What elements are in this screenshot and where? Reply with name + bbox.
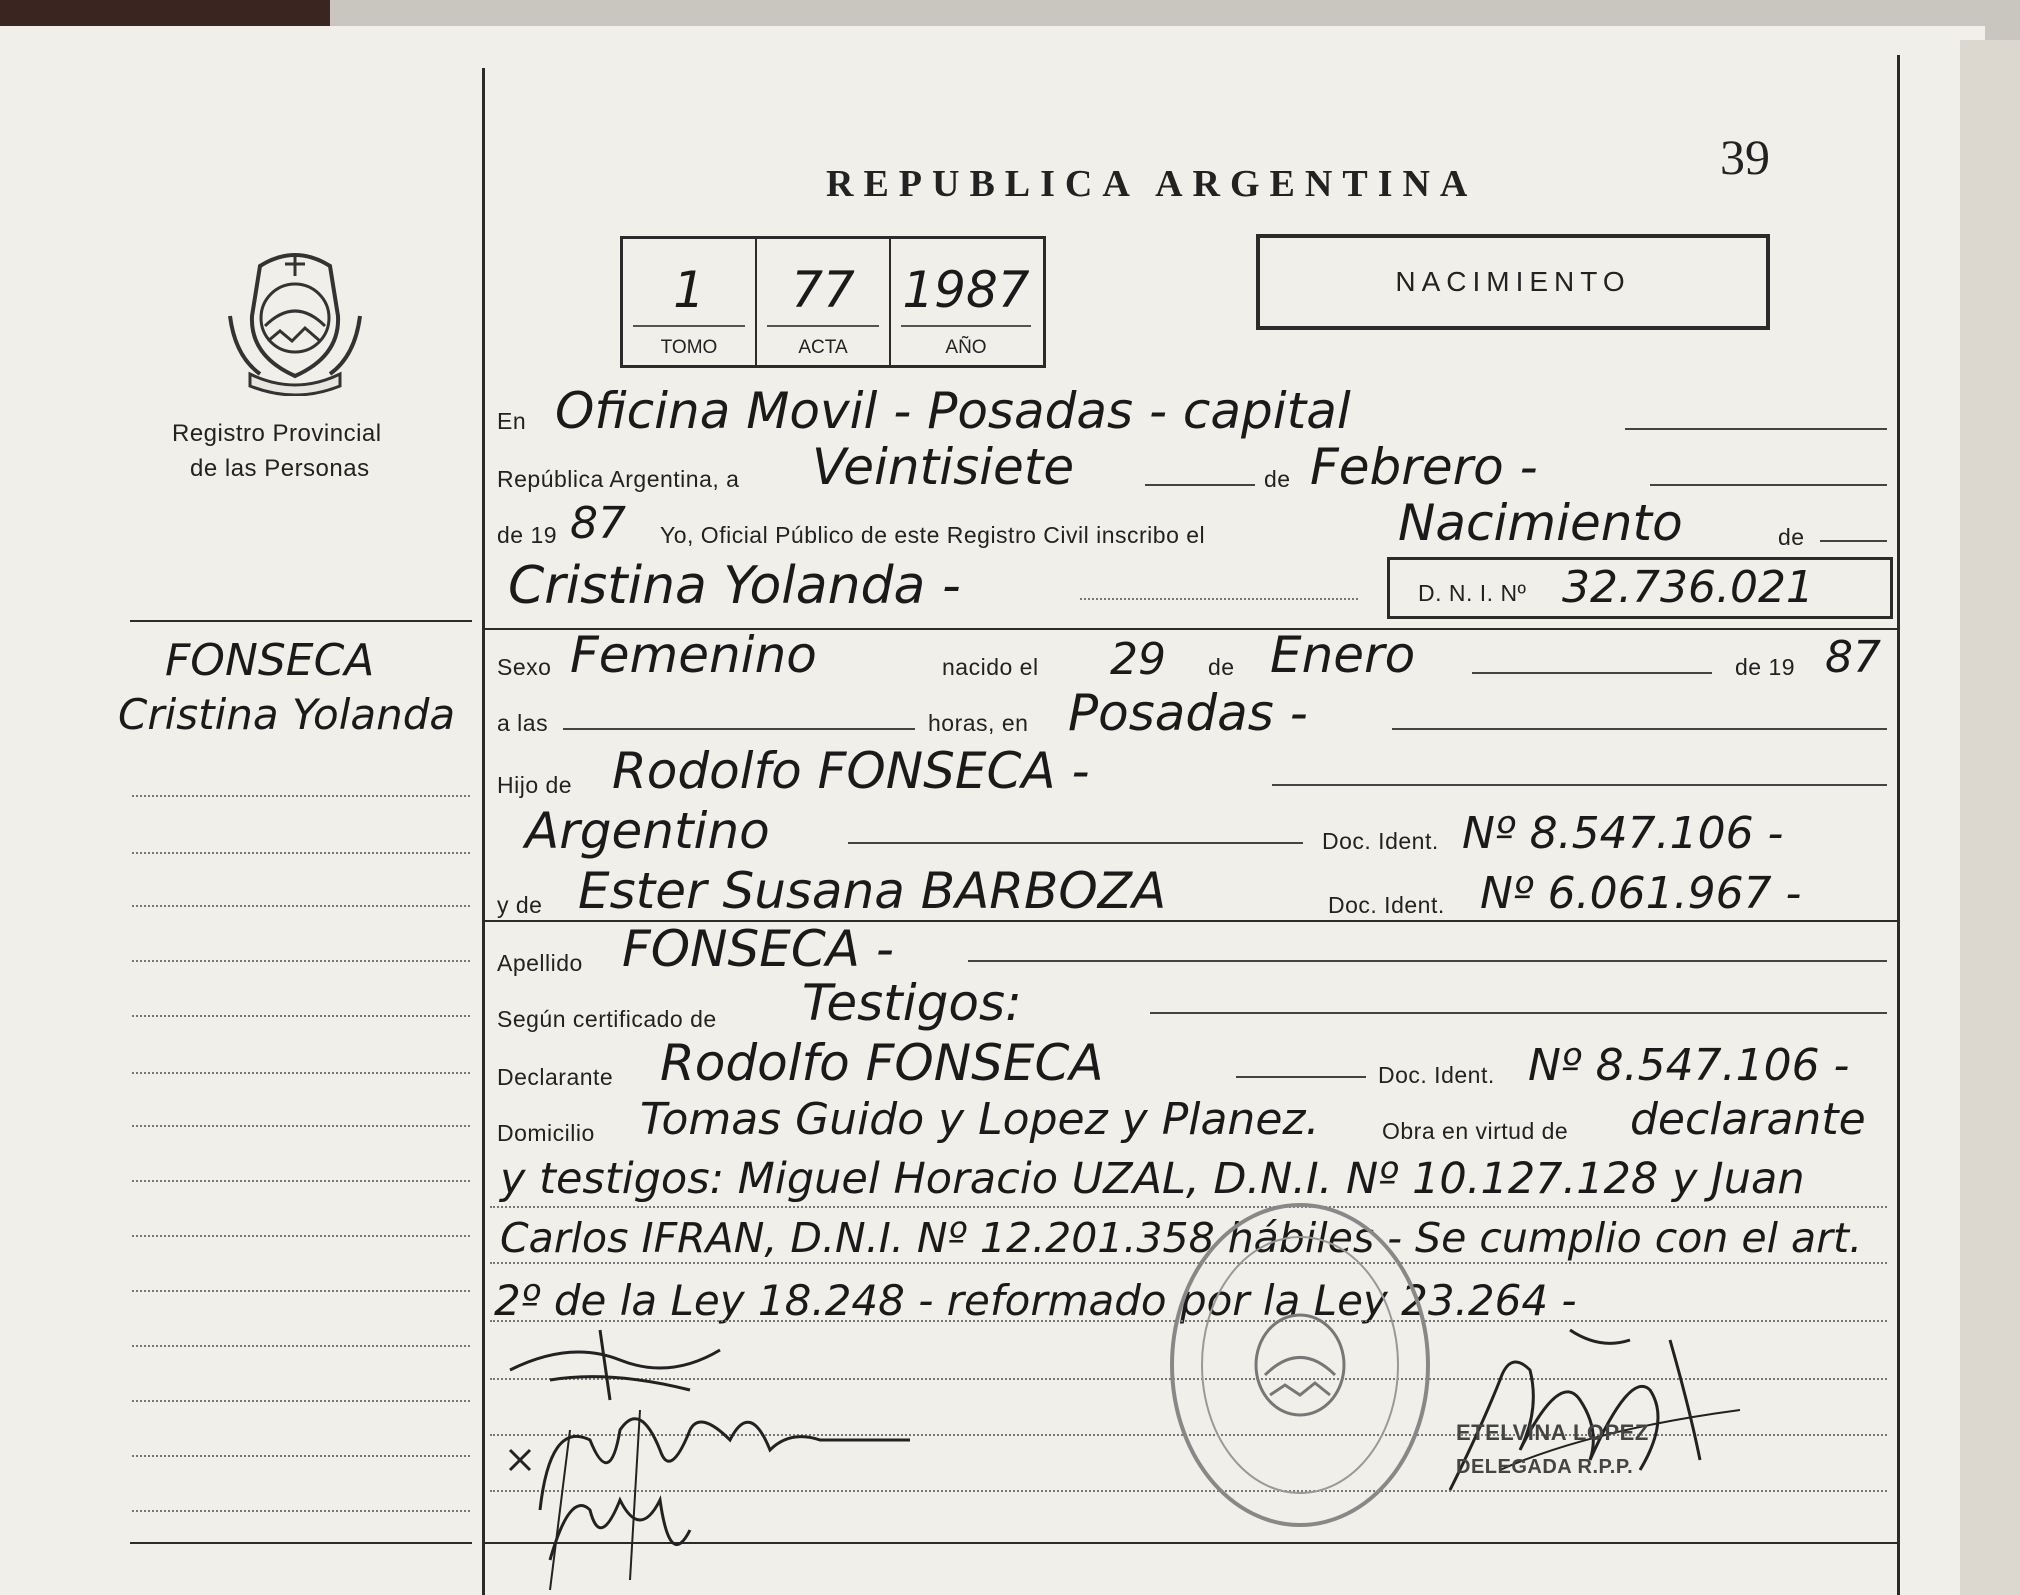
anio-value: 1987 bbox=[902, 261, 1030, 319]
declarante-label: Declarante bbox=[497, 1064, 614, 1090]
page-number: 39 bbox=[1720, 129, 1770, 185]
father-doc: Nº 8.547.106 - bbox=[1462, 808, 1784, 859]
day-value: Veintisiete bbox=[812, 438, 1075, 496]
official-name: ETELVINA LOPEZ bbox=[1456, 1420, 1649, 1445]
witness-signatures bbox=[490, 1310, 910, 1595]
de-label-3: de bbox=[1208, 654, 1235, 680]
doc-label-2: Doc. Ident. bbox=[1328, 892, 1445, 918]
page-edge bbox=[1960, 40, 2020, 1595]
birth-year: 87 bbox=[1825, 632, 1881, 683]
en-label: En bbox=[497, 408, 527, 434]
year-value: 87 bbox=[570, 498, 626, 549]
document-header: REPUBLICA ARGENTINA bbox=[826, 163, 1478, 205]
yo-label: Yo, Oficial Público de este Registro Civil inscribo el bbox=[660, 522, 1206, 548]
year-prefix-label: de 19 bbox=[497, 522, 558, 548]
de19-label: de 19 bbox=[1735, 654, 1796, 680]
registry-line1: Registro Provincial bbox=[172, 420, 382, 447]
official-signature bbox=[1440, 1310, 1770, 1520]
republica-label: República Argentina, a bbox=[497, 466, 740, 492]
de-label-1: de bbox=[1264, 466, 1291, 492]
segun-label: Según certificado de bbox=[497, 1006, 717, 1032]
tomo-value: 1 bbox=[673, 261, 705, 319]
margin-surname: FONSECA bbox=[165, 635, 375, 686]
declarante-value: Rodolfo FONSECA bbox=[660, 1034, 1104, 1092]
tomo-label: TOMO bbox=[660, 337, 718, 358]
provincial-seal bbox=[220, 246, 370, 396]
right-border bbox=[1897, 55, 1900, 1595]
apellido-label: Apellido bbox=[497, 950, 583, 976]
acta-cell bbox=[757, 239, 891, 365]
child-name: Cristina Yolanda - bbox=[508, 556, 961, 616]
official-title: DELEGADA R.P.P. bbox=[1456, 1456, 1634, 1478]
continuation-line-3: 2º de la Ley 18.248 - reformado por la Ley 23.264 - bbox=[494, 1276, 1577, 1325]
a-las-label: a las bbox=[497, 710, 549, 736]
y-de-label: y de bbox=[497, 892, 543, 918]
margin-rule-top bbox=[130, 620, 472, 622]
domicilio-value: Tomas Guido y Lopez y Planez. bbox=[640, 1094, 1320, 1145]
sexo-label: Sexo bbox=[497, 654, 552, 680]
declarante-doc: Nº 8.547.106 - bbox=[1528, 1040, 1850, 1091]
tomo-cell bbox=[623, 239, 757, 365]
mother-name: Ester Susana BARBOZA bbox=[578, 862, 1167, 920]
month-value: Febrero - bbox=[1310, 438, 1538, 496]
birth-month: Enero bbox=[1270, 626, 1416, 684]
margin-divider bbox=[482, 68, 485, 1595]
anio-label: AÑO bbox=[945, 337, 987, 358]
dni-label: D. N. I. Nº bbox=[1418, 580, 1527, 606]
continuation-line-2: Carlos IFRAN, D.N.I. Nº 12.201.358 hábiles - Se cumplio con el art. bbox=[500, 1214, 1863, 1262]
event-value: Nacimiento bbox=[1398, 494, 1683, 552]
birth-place: Posadas - bbox=[1068, 684, 1308, 742]
nacido-label: nacido el bbox=[942, 654, 1039, 680]
record-box bbox=[620, 236, 1046, 368]
birth-day: 29 bbox=[1110, 634, 1166, 685]
margin-given-names: Cristina Yolanda bbox=[118, 690, 456, 739]
apellido-value: FONSECA - bbox=[622, 920, 894, 978]
father-nationality: Argentino bbox=[525, 802, 770, 860]
margin-rule-bottom bbox=[130, 1542, 472, 1544]
registry-line2: de las Personas bbox=[190, 455, 370, 482]
horas-label: horas, en bbox=[928, 710, 1029, 736]
dni-value: 32.736.021 bbox=[1562, 562, 1814, 613]
de-label-2: de bbox=[1778, 524, 1805, 550]
doc-label-3: Doc. Ident. bbox=[1378, 1062, 1495, 1088]
acta-value: 77 bbox=[791, 261, 855, 319]
sexo-value: Femenino bbox=[570, 626, 817, 684]
obra-value: declarante bbox=[1630, 1094, 1866, 1145]
hijo-label: Hijo de bbox=[497, 772, 573, 798]
record-type: NACIMIENTO bbox=[1395, 266, 1631, 297]
acta-label: ACTA bbox=[798, 337, 848, 358]
official-stamp bbox=[1165, 1200, 1435, 1530]
doc-label-1: Doc. Ident. bbox=[1322, 828, 1439, 854]
father-name: Rodolfo FONSECA - bbox=[612, 742, 1090, 800]
anio-cell bbox=[891, 239, 1041, 365]
record-type-box bbox=[1256, 234, 1770, 330]
continuation-line-1: y testigos: Miguel Horacio UZAL, D.N.I. Nº 10.127.128 y Juan bbox=[500, 1154, 1805, 1204]
domicilio-label: Domicilio bbox=[497, 1120, 595, 1146]
segun-value: Testigos: bbox=[802, 974, 1022, 1032]
obra-label: Obra en virtud de bbox=[1382, 1118, 1569, 1144]
en-value: Oficina Movil - Posadas - capital bbox=[555, 382, 1351, 440]
mother-doc: Nº 6.061.967 - bbox=[1480, 868, 1802, 919]
